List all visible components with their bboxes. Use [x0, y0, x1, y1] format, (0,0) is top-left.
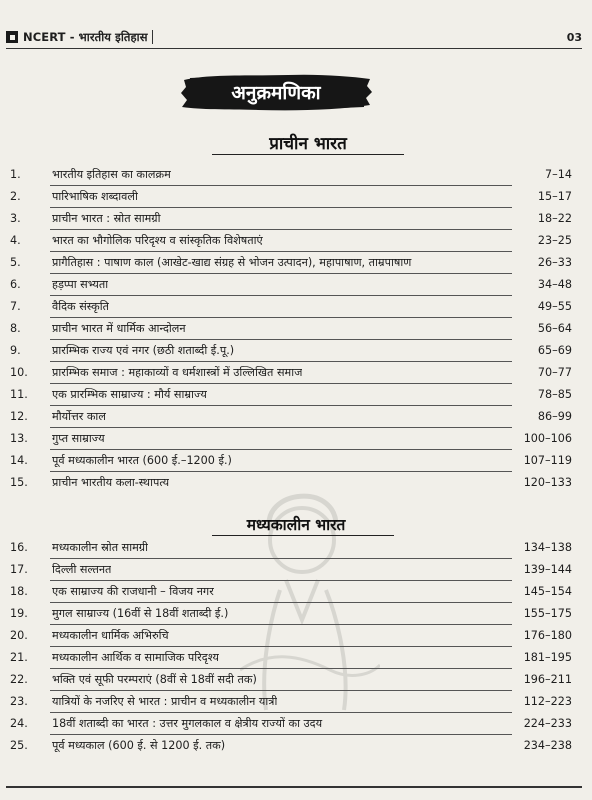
title-banner [178, 70, 374, 114]
toc-entry[interactable] [0, 692, 592, 712]
toc-entry[interactable] [0, 297, 592, 317]
entry-title: 18वीं शताब्दी का भारत : उत्तर मुगलकाल व क्षेत्रीय राज्यों का उदय [52, 717, 323, 730]
row-divider [50, 427, 512, 428]
toc-entry[interactable] [0, 626, 592, 646]
toc-entry[interactable] [0, 538, 592, 558]
entry-number: 18. [10, 585, 28, 598]
row-divider [50, 580, 512, 581]
entry-title: मध्यकालीन स्रोत सामग्री [52, 541, 148, 554]
entry-title: वैदिक संस्कृति [52, 300, 109, 313]
entry-pages: 107–119 [523, 454, 572, 467]
page-number: 03 [566, 30, 582, 44]
entry-pages: 176–180 [523, 629, 572, 642]
entry-title: प्राचीन भारत में धार्मिक आन्दोलन [52, 322, 186, 335]
entry-number: 13. [10, 432, 28, 445]
entry-pages: 234–238 [523, 739, 572, 752]
row-divider [50, 712, 512, 713]
entry-number: 23. [10, 695, 28, 708]
entry-title: पारिभाषिक शब्दावली [52, 190, 138, 203]
entry-pages: 26–33 [537, 256, 572, 269]
section-underline-medieval [212, 535, 394, 536]
row-divider [50, 646, 512, 647]
entry-title: भारतीय इतिहास का कालक्रम [52, 168, 171, 181]
row-divider [50, 361, 512, 362]
entry-title: हड़प्पा सभ्यता [52, 278, 109, 291]
entry-number: 7. [10, 300, 21, 313]
entry-pages: 78–85 [537, 388, 572, 401]
toc-entry[interactable] [0, 209, 592, 229]
toc-entry[interactable] [0, 582, 592, 602]
book-square-icon [6, 31, 18, 43]
entry-pages: 112–223 [523, 695, 572, 708]
section-heading-ancient: प्राचीन भारत [269, 134, 347, 154]
entry-pages: 15–17 [537, 190, 572, 203]
running-title: NCERT - भारतीय इतिहास [23, 29, 148, 44]
entry-pages: 155–175 [523, 607, 572, 620]
entry-number: 25. [10, 739, 28, 752]
entry-title: एक प्रारम्भिक साम्राज्य : मौर्य साम्राज्य [52, 388, 207, 401]
toc-entry[interactable] [0, 319, 592, 339]
entry-pages: 56–64 [537, 322, 572, 335]
row-divider [50, 383, 512, 384]
entry-pages: 49–55 [537, 300, 572, 313]
toc-entry[interactable] [0, 341, 592, 361]
row-divider [50, 734, 512, 735]
toc-entry[interactable] [0, 473, 592, 493]
entry-number: 17. [10, 563, 28, 576]
entry-title: एक साम्राज्य की राजधानी – विजय नगर [52, 585, 214, 598]
row-divider [50, 602, 512, 603]
entry-number: 4. [10, 234, 21, 247]
entry-number: 1. [10, 168, 21, 181]
entry-pages: 7–14 [545, 168, 572, 181]
toc-entry[interactable] [0, 560, 592, 580]
entry-title: गुप्त साम्राज्य [52, 432, 105, 445]
row-divider [50, 207, 512, 208]
row-divider [50, 251, 512, 252]
toc-entry[interactable] [0, 604, 592, 624]
header-rule [6, 48, 582, 49]
row-divider [50, 449, 512, 450]
entry-number: 14. [10, 454, 28, 467]
entry-pages: 181–195 [523, 651, 572, 664]
entry-title: मध्यकालीन धार्मिक अभिरुचि [52, 629, 169, 642]
entry-number: 3. [10, 212, 21, 225]
entry-title: भारत का भौगोलिक परिदृश्य व सांस्कृतिक विशेषताएं [52, 234, 263, 247]
toc-entry[interactable] [0, 714, 592, 734]
entry-number: 6. [10, 278, 21, 291]
entry-number: 5. [10, 256, 21, 269]
entry-number: 11. [10, 388, 28, 401]
section-underline-ancient [212, 154, 404, 155]
entry-pages: 34–48 [537, 278, 572, 291]
toc-entry[interactable] [0, 648, 592, 668]
entry-pages: 86–99 [537, 410, 572, 423]
entry-title: प्राचीन भारतीय कला-स्थापत्य [52, 476, 170, 489]
entry-title: प्रारम्भिक राज्य एवं नगर (छठी शताब्दी ई.पू.) [52, 344, 235, 357]
row-divider [50, 339, 512, 340]
toc-entry[interactable] [0, 275, 592, 295]
page-title: अनुक्रमणिका [231, 82, 321, 104]
entry-pages: 139–144 [523, 563, 572, 576]
entry-title: प्राचीन भारत : स्रोत सामग्री [52, 212, 161, 225]
row-divider [50, 690, 512, 691]
toc-entry[interactable] [0, 407, 592, 427]
entry-title: पूर्व मध्यकाल (600 ई. से 1200 ई. तक) [52, 739, 226, 752]
entry-title: मध्यकालीन आर्थिक व सामाजिक परिदृश्य [52, 651, 219, 664]
entry-pages: 100–106 [523, 432, 572, 445]
entry-title: प्रारम्भिक समाज : महाकाव्यों व धर्मशास्त्रों में उल्लिखित समाज [52, 366, 303, 379]
toc-entry[interactable] [0, 231, 592, 251]
entry-pages: 120–133 [523, 476, 572, 489]
toc-entry[interactable] [0, 736, 592, 756]
entry-title: यात्रियों के नजरिए से भारत : प्राचीन व मध्यकालीन यात्री [52, 695, 278, 708]
entry-title: प्रागैतिहास : पाषाण काल (आखेट-खाद्य संग्रह से भोजन उत्पादन), महापाषाण, ताम्रपाषाण [52, 256, 412, 269]
entry-pages: 65–69 [537, 344, 572, 357]
entry-title: भक्ति एवं सूफी परम्पराएं (8वीं से 18वीं सदी तक) [52, 673, 257, 686]
entry-pages: 134–138 [523, 541, 572, 554]
entry-title: पूर्व मध्यकालीन भारत (600 ई.–1200 ई.) [52, 454, 232, 467]
toc-entry[interactable] [0, 670, 592, 690]
entry-number: 9. [10, 344, 21, 357]
header-separator [152, 30, 153, 44]
row-divider [50, 295, 512, 296]
entry-title: दिल्ली सल्तनत [52, 563, 112, 576]
entry-number: 21. [10, 651, 28, 664]
row-divider [50, 185, 512, 186]
toc-entry[interactable] [0, 253, 592, 273]
footer-rule [6, 786, 582, 788]
entry-pages: 224–233 [523, 717, 572, 730]
entry-title: मौर्योत्तर काल [52, 410, 106, 423]
row-divider [50, 558, 512, 559]
row-divider [50, 229, 512, 230]
section-heading-medieval: मध्यकालीन भारत [246, 516, 346, 534]
entry-pages: 23–25 [537, 234, 572, 247]
toc-entry[interactable] [0, 363, 592, 383]
row-divider [50, 273, 512, 274]
entry-number: 20. [10, 629, 28, 642]
entry-number: 19. [10, 607, 28, 620]
entry-title: मुगल साम्राज्य (16वीं से 18वीं शताब्दी ई.) [52, 607, 229, 620]
entry-number: 8. [10, 322, 21, 335]
row-divider [50, 471, 512, 472]
entry-number: 22. [10, 673, 28, 686]
entry-number: 2. [10, 190, 21, 203]
row-divider [50, 668, 512, 669]
entry-number: 12. [10, 410, 28, 423]
entry-pages: 70–77 [537, 366, 572, 379]
toc-entry[interactable] [0, 429, 592, 449]
row-divider [50, 405, 512, 406]
entry-number: 24. [10, 717, 28, 730]
toc-entry[interactable] [0, 385, 592, 405]
entry-number: 15. [10, 476, 28, 489]
row-divider [50, 624, 512, 625]
entry-number: 16. [10, 541, 28, 554]
running-header [6, 26, 582, 48]
row-divider [50, 317, 512, 318]
entry-number: 10. [10, 366, 28, 379]
toc-entry[interactable] [0, 165, 592, 185]
entry-pages: 196–211 [523, 673, 572, 686]
entry-pages: 18–22 [537, 212, 572, 225]
toc-entry[interactable] [0, 451, 592, 471]
entry-pages: 145–154 [523, 585, 572, 598]
toc-entry[interactable] [0, 187, 592, 207]
